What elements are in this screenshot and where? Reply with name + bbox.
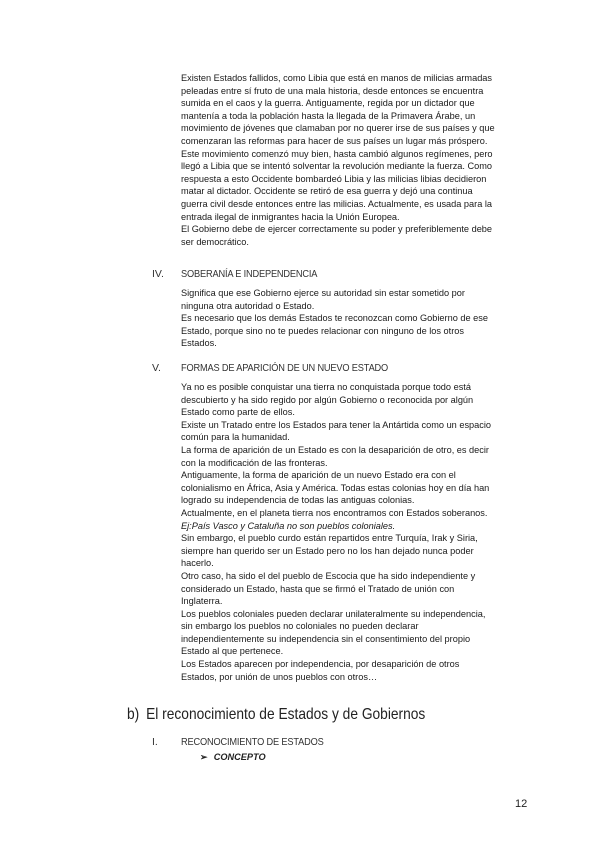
section-i-title: RECONOCIMIENTO DE ESTADOS (181, 736, 324, 748)
text-line: Existe un Tratado entre los Estados para tener la Antártida como un espacio (181, 419, 492, 430)
text-line: Este movimiento comenzó muy bien, hasta cambió algunos regímenes, pero (181, 148, 493, 159)
bullet-text: CONCEPTO (213, 752, 266, 762)
text-line: sin embargo los pueblos no coloniales no pueden declarar (181, 621, 419, 632)
text-line: descubierto y ha sido regido por algún Gobierno o reconocida por algún (181, 394, 474, 405)
text-line: Los pueblos coloniales pueden declarar unilateralmente su independencia, (181, 608, 486, 619)
text-line: Los Estados aparecen por independencia, por desaparición de otros (181, 659, 460, 670)
text-line: con la modificación de las fronteras. (181, 457, 328, 468)
section-iv-title: SOBERANÍA E INDEPENDENCIA (181, 268, 318, 280)
text-line: ser democrático. (181, 236, 249, 247)
section-heading-b (127, 706, 425, 724)
text-line: común para la humanidad. (181, 432, 290, 443)
arrow-bullet-icon: ➢ (200, 752, 208, 762)
section-v-number: V. (152, 362, 161, 374)
text-line: ninguna otra autoridad o Estado. (181, 300, 315, 311)
bullet-item (200, 752, 266, 763)
section-iv-paragraph (181, 287, 526, 350)
text-line: colonialismo en África, Asia y América. Todas estas colonias hoy en día han (181, 482, 490, 493)
example-line: Ej:País Vasco y Cataluña no son pueblos coloniales. (181, 520, 396, 531)
text-line: logrado su independencia de todas las antiguas colonias. (181, 495, 415, 506)
text-line: movimiento de jóvenes que clamaban por no querer irse de sus países y que (181, 123, 495, 134)
section-v-title: FORMAS DE APARICIÓN DE UN NUEVO ESTADO (181, 362, 389, 374)
section-iv-number: IV. (152, 268, 164, 280)
text-line: Otro caso, ha sido el del pueblo de Escocia que ha sido independiente y (181, 570, 476, 581)
text-line: guerra civil desde entonces entre las milicias. Actualmente, es usada para la (181, 198, 493, 209)
text-line: hacerlo. (181, 558, 214, 569)
text-line: sumida en el caos y la guerra. Antiguamente, regida por un dictador que (181, 98, 475, 109)
text-line: considerado un Estado, hasta que se firmó el Tratado de unión con (181, 583, 455, 594)
text-line: Actualmente, en el planeta tierra nos encontramos con Estados soberanos. (181, 507, 488, 518)
heading-label: b) (127, 706, 140, 723)
text-line: Antiguamente, la forma de aparición de un nuevo Estado era con el (181, 470, 456, 481)
section-v-paragraph (181, 381, 526, 683)
section-i-number: I. (152, 736, 158, 748)
text-line: Estados, por unión de unos pueblos con otros… (181, 671, 378, 682)
page-number: 12 (515, 798, 528, 810)
text-line: peleadas entre sí fruto de una mala historia, desde entonces se encuentra (181, 85, 484, 96)
text-line: comenzaran las reformas para hacer de sus países un lugar más próspero. (181, 135, 488, 146)
text-line: Sin embargo, el pueblo curdo están repartidos entre Turquía, Irak y Siria, (181, 533, 478, 544)
text-line: Existen Estados fallidos, como Libia que está en manos de milicias armadas (181, 73, 493, 83)
text-line: Significa que ese Gobierno ejerce su autoridad sin estar sometido por (181, 288, 465, 298)
text-line: Estado como parte de ellos. (181, 407, 295, 418)
text-line: Es necesario que los demás Estados te reconozcan como Gobierno de ese (181, 313, 488, 324)
text-line: Ya no es posible conquistar una tierra no conquistada porque todo está (181, 382, 471, 392)
heading-title: El reconocimiento de Estados y de Gobiernos (146, 706, 426, 723)
text-line: respuesta a esto Occidente bombardeó Libia y las milicias libias decidieron (181, 173, 487, 184)
text-line: siempre han querido ser un Estado pero no los han dejado nunca poder (181, 545, 474, 556)
text-line: entrada ilegal de inmigrantes hacia la Unión Europea. (181, 211, 400, 222)
text-line: llegó a Libia que se intentó solventar la revolución mediante la fuerza. Como (181, 161, 493, 172)
text-line: Estado al que pertenece. (181, 646, 284, 657)
intro-paragraph (181, 72, 526, 248)
text-line: Estado, porque sino no te puedes relacionar con ninguno de los otros (181, 325, 464, 336)
text-line: Estados. (181, 338, 217, 349)
text-line: La forma de aparición de un Estado es con la desaparición de otro, es decir (181, 444, 489, 455)
text-line: matar al dictador. Occidente se retiró de esa guerra y dejó una continua (181, 186, 473, 197)
text-line: independientemente su independencia sin el consentimiento del propio (181, 633, 471, 644)
text-line: El Gobierno debe de ejercer correctamente su poder y preferiblemente debe (181, 224, 493, 235)
text-line: Inglaterra. (181, 596, 223, 607)
text-line: mantenía a toda la población hasta la llegada de la Primavera Árabe, un (181, 110, 476, 121)
